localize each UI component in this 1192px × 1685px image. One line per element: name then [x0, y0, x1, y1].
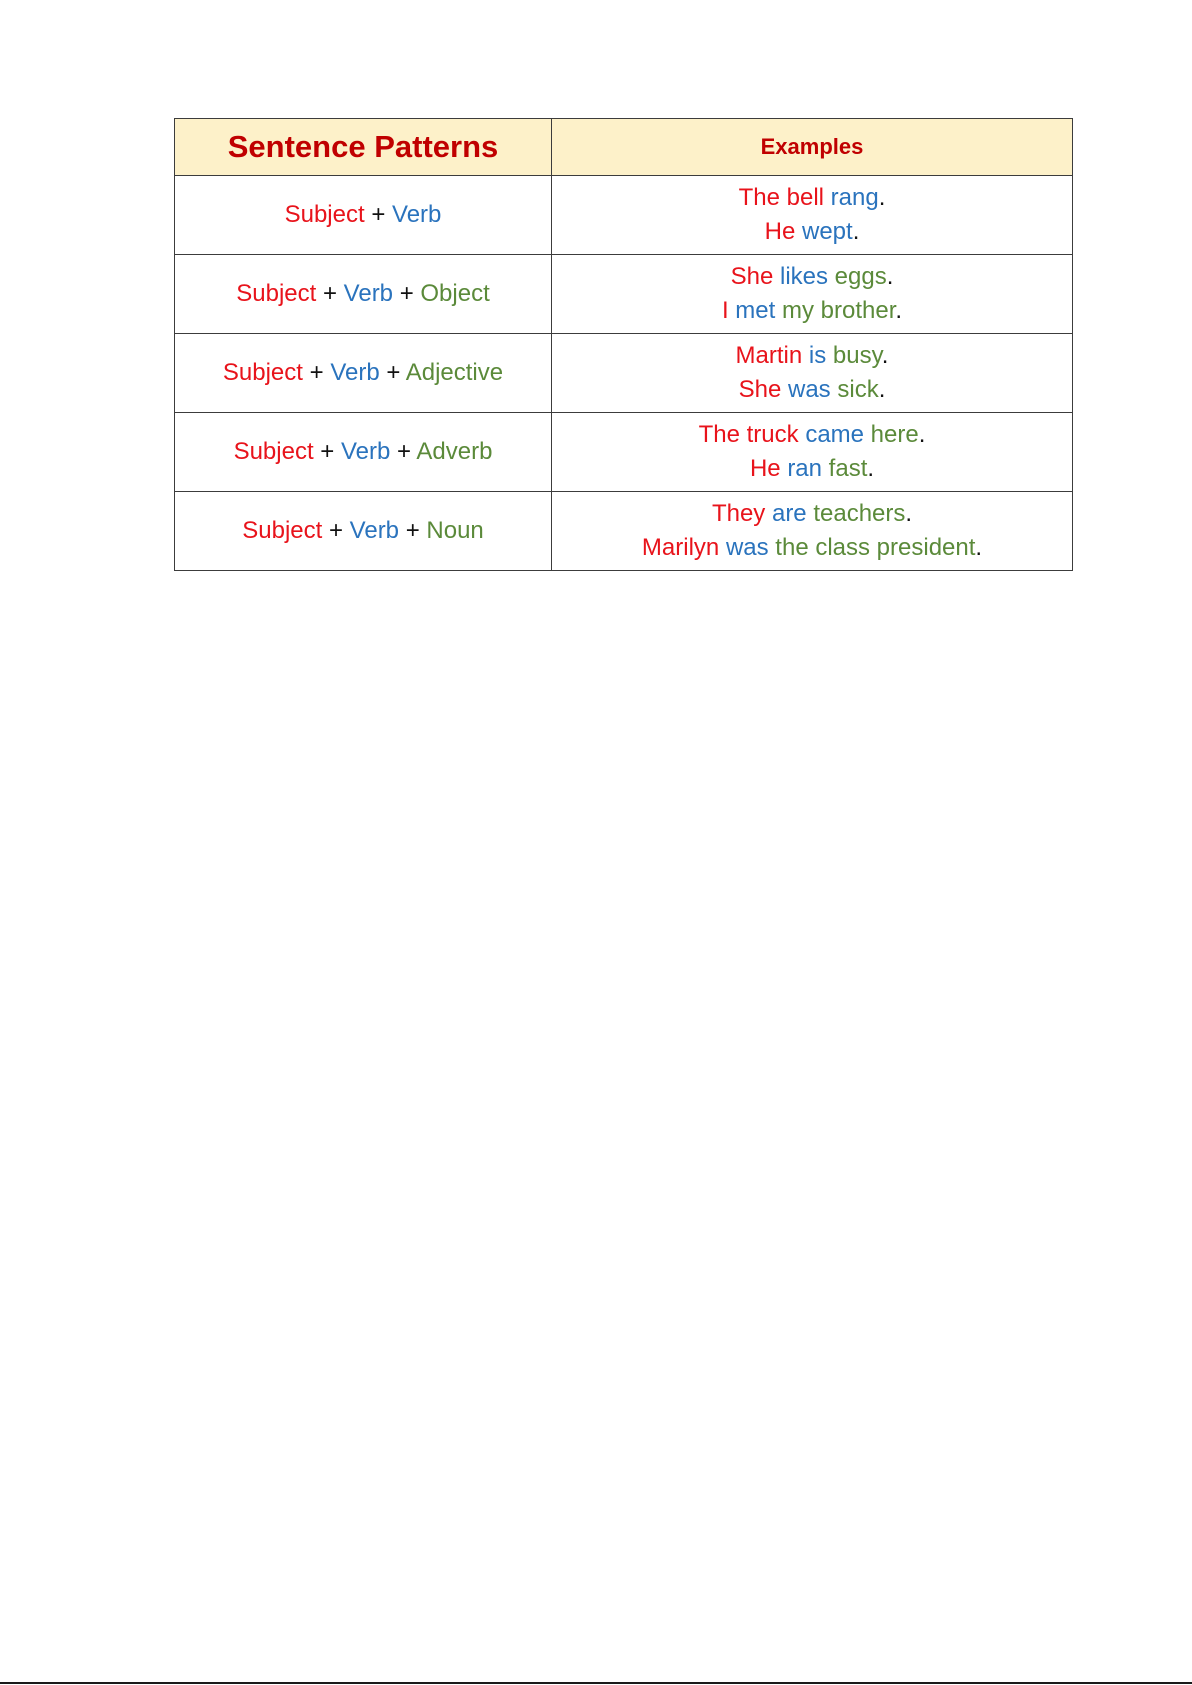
page-bottom-rule	[0, 1682, 1192, 1684]
text-segment-complement: Adjective	[405, 359, 504, 386]
text-segment-subject: I	[721, 297, 736, 324]
example-sentence	[552, 531, 1072, 565]
text-segment-subject: Subject	[233, 438, 314, 465]
text-segment-verb: Verb	[343, 280, 394, 307]
text-segment-plain: +	[313, 438, 341, 465]
text-segment-verb: wept	[801, 218, 853, 245]
text-segment-plain: +	[302, 359, 331, 386]
text-segment-verb: Verb	[392, 201, 442, 228]
text-segment-plain: .	[878, 376, 886, 403]
text-segment-subject: Marilyn	[641, 534, 726, 561]
text-segment-plain: .	[905, 500, 913, 527]
text-segment-complement: sick	[837, 376, 879, 403]
text-segment-plain: +	[379, 359, 406, 386]
text-segment-subject: She	[738, 376, 788, 403]
text-segment-plain: .	[867, 455, 875, 482]
text-segment-plain: +	[393, 280, 421, 307]
text-segment-complement: Noun	[426, 517, 484, 544]
text-segment-verb: ran	[787, 455, 829, 482]
text-segment-plain: .	[878, 184, 886, 211]
text-segment-complement: fast	[828, 455, 868, 482]
text-segment-verb: was	[725, 534, 776, 561]
pattern-cell	[175, 176, 552, 255]
table-header-row	[175, 119, 1073, 176]
text-segment-plain: +	[390, 438, 417, 465]
examples-cell	[552, 255, 1073, 334]
text-segment-verb: is	[808, 342, 833, 369]
example-sentence	[552, 294, 1072, 328]
text-segment-plain: +	[364, 201, 393, 228]
table-row	[175, 334, 1073, 413]
text-segment-subject: Subject	[236, 280, 317, 307]
text-segment-verb: Verb	[330, 359, 380, 386]
text-segment-verb: rang	[830, 184, 879, 211]
text-segment-plain: +	[399, 517, 427, 544]
example-sentence	[552, 339, 1072, 373]
text-segment-complement: busy	[832, 342, 882, 369]
table-body	[175, 176, 1073, 571]
text-segment-plain: .	[918, 421, 926, 448]
text-segment-plain: .	[895, 297, 903, 324]
text-segment-verb: likes	[779, 263, 835, 290]
table-row	[175, 176, 1073, 255]
text-segment-verb: came	[805, 421, 871, 448]
text-segment-subject: He	[764, 218, 802, 245]
pattern-cell	[175, 413, 552, 492]
sentence-patterns-table	[174, 118, 1073, 571]
example-sentence	[552, 260, 1072, 294]
text-segment-verb: met	[735, 297, 782, 324]
text-segment-plain: .	[881, 342, 889, 369]
pattern-cell	[175, 492, 552, 571]
text-segment-plain: +	[322, 517, 350, 544]
header-sentence-patterns: Sentence Patterns	[175, 119, 552, 176]
text-segment-plain: +	[316, 280, 344, 307]
text-segment-verb: was	[788, 376, 838, 403]
text-segment-plain: .	[886, 263, 894, 290]
text-segment-subject: Subject	[222, 359, 303, 386]
examples-cell	[552, 176, 1073, 255]
text-segment-subject: She	[730, 263, 780, 290]
text-segment-complement: teachers	[813, 500, 906, 527]
table-row	[175, 413, 1073, 492]
example-sentence	[552, 497, 1072, 531]
example-sentence	[552, 373, 1072, 407]
text-segment-subject: Martin	[735, 342, 809, 369]
text-segment-complement: my brother	[781, 297, 896, 324]
example-sentence	[552, 452, 1072, 486]
examples-cell	[552, 492, 1073, 571]
examples-cell	[552, 413, 1073, 492]
text-segment-subject: Subject	[242, 517, 323, 544]
text-segment-complement: Object	[420, 280, 490, 307]
example-sentence	[552, 181, 1072, 215]
text-segment-verb: are	[771, 500, 814, 527]
text-segment-complement: here	[870, 421, 919, 448]
text-segment-verb: Verb	[340, 438, 391, 465]
text-segment-subject: He	[749, 455, 788, 482]
header-examples: Examples	[552, 119, 1073, 176]
text-segment-subject: Subject	[284, 201, 365, 228]
table-row	[175, 492, 1073, 571]
text-segment-complement: the class president	[775, 534, 976, 561]
text-segment-subject: The truck	[698, 421, 806, 448]
table-row	[175, 255, 1073, 334]
pattern-cell	[175, 334, 552, 413]
examples-cell	[552, 334, 1073, 413]
text-segment-subject: The bell	[738, 184, 831, 211]
pattern-cell	[175, 255, 552, 334]
text-segment-plain: .	[975, 534, 983, 561]
text-segment-subject: They	[711, 500, 772, 527]
text-segment-complement: eggs	[834, 263, 887, 290]
example-sentence	[552, 215, 1072, 249]
text-segment-complement: Adverb	[416, 438, 493, 465]
text-segment-plain: .	[852, 218, 860, 245]
example-sentence	[552, 418, 1072, 452]
text-segment-verb: Verb	[349, 517, 400, 544]
